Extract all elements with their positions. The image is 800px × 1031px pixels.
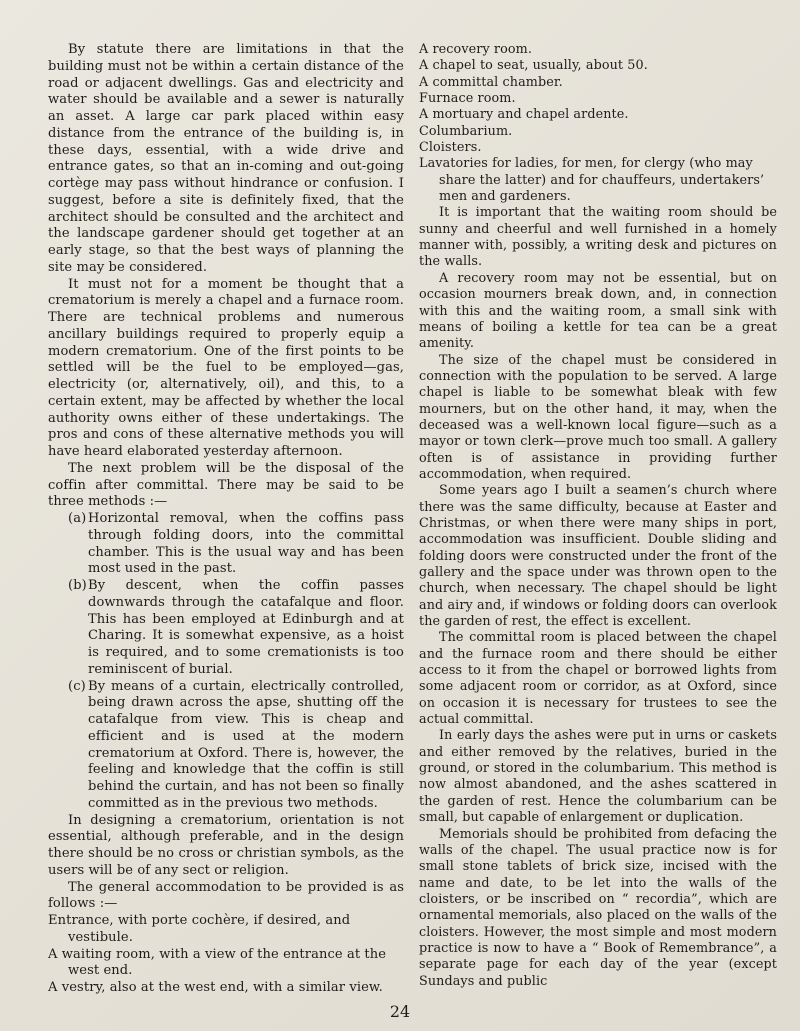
list-item-b <box>48 578 404 679</box>
paragraph: By statute there are limitations in that the building must not be within a certain distance of the road or adjacent dwellings. Gas and electricity and water should be available and a sewer is naturally an asset. A large car park placed within easy distance from the entrance of the building is, in these days, essential, with a wide drive and entrance gates, so that an in-coming and out-going cortège may pass without hindrance or confusion. I suggest, before a site is definitely fixed, that the architect should be consulted and the architect and the landscape gardener should get together at an early stage, so that the best ways of planning the site may be considered. <box>48 42 404 275</box>
right-column <box>419 42 777 990</box>
paragraph: The committal room is placed between the chapel and the furnace room and there should be either access to it from the chapel or borrowed lights from some adjacent room or corridor, as at Oxford, since on occasion it is necessary for trustees to see the actual committal. <box>419 630 777 728</box>
accommodation-item: A vestry, also at the west end, with a similar view. <box>48 980 383 995</box>
paragraph: The next problem will be the disposal of the coffin after committal. There may be said to be three methods :— <box>48 460 404 510</box>
accommodation-item: A chapel to seat, usually, about 50. <box>419 58 648 74</box>
paragraph: It is important that the waiting room should be sunny and cheerful and well furnished in a homely manner with, possibly, a writing desk and pictures on the walls. <box>419 205 777 270</box>
left-column <box>48 42 404 997</box>
accommodation-item: Entrance, with porte cochère, if desired, and vestibule. <box>48 913 351 945</box>
list-item-a <box>48 511 404 578</box>
accommodation-item: Cloisters. <box>419 140 482 156</box>
accommodation-item: Lavatories for ladies, for men, for clergy (who may share the latter) and for chauffeurs, undertakers’ men and gardeners. <box>419 156 765 205</box>
accommodation-item: Columbarium. <box>419 123 513 139</box>
item-text: By means of a curtain, electrically controlled, being drawn across the apse, shutting off the catafalque from view. This is cheap and efficient and is used at the modern crematorium at Oxford. There is, however, the feeling and knowledge that the coffin is still behind the curtain, and has not been so finally committed as in the previous two methods. <box>88 678 404 811</box>
paragraph: The size of the chapel must be considered in connection with the population to be served. A large chapel is liable to be somewhat bleak with few mourners, but on the other hand, it may, when the deceased was a well-known local figure—such as a mayor or town clerk—prove much too small. A gallery often is of assistance in providing further accommodation, when required. <box>419 352 777 482</box>
item-label: (c) <box>68 678 86 694</box>
paragraph: A recovery room may not be essential, but on occasion mourners break down, and, in connection with this and the waiting room, a small sink with means of boiling a kettle for tea can be a great amenity. <box>419 270 777 352</box>
item-text: Horizontal removal, when the coffins pass through folding doors, into the committal chamber. This is the usual way and has been most used in the past. <box>88 511 404 577</box>
accommodation-item: A recovery room. <box>419 42 533 57</box>
accommodation-item: A committal chamber. <box>419 74 563 90</box>
paragraph: It must not for a moment be thought that a crematorium is merely a chapel and a furnace room. There are technical problems and numerous ancillary buildings required to properly equip a modern crematorium. One of the first points to be settled will be the fuel to be employed—gas, electricity (or, alternatively, oil), and this, to a certain extent, may be affected by whether the local authority owns either of these undertakings. The pros and cons of these alternative methods you will have heard elaborated yesterday afternoon. <box>48 276 404 459</box>
item-label: (b) <box>68 578 87 593</box>
accommodation-item: A waiting room, with a view of the entrance at the west end. <box>48 946 387 979</box>
paragraph: Memorials should be prohibited from defacing the walls of the chapel. The usual practice now is for small stone tablets of brick size, incised with the name and date, to be let into the walls of the cloisters, or be inscribed on “ recordia”, which are ornamental memorials, also placed on the walls of the cloisters. However, the most simple and most modern practice is now to have a “ Book of Remembrance”, a separate page for each day of the year (except Sundays and public <box>419 826 777 989</box>
list-item-c <box>48 679 404 813</box>
paragraph: In designing a crematorium, orientation is not essential, although preferable, and in the design there should be no cross or christian symbols, as the users will be of any sect or religion. <box>48 812 404 878</box>
item-label: (a) <box>68 511 87 526</box>
item-text: By descent, when the coffin passes downwards through the catafalque and floor. This has been employed at Edinburgh and at Charing. It is somewhat expensive, as a hoist is required, and to some cremationists is too reminiscent of burial. <box>88 578 404 677</box>
accommodation-item: A mortuary and chapel ardente. <box>419 107 629 123</box>
paragraph: The general accommodation to be provided is as follows :— <box>48 879 404 912</box>
paragraph: Some years ago I built a seamen’s church where there was the same difficulty, because at Easter and Christmas, or when there were many ships in port, accommodation was insufficient. Double sliding and folding doors were constructed under the front of the gallery and the space under was thrown open to the church, when necessary. The chapel should be light and airy and, if windows or folding doors can overlook the garden of rest, the effect is excellent. <box>419 483 777 630</box>
page-number: 24 <box>389 1002 411 1021</box>
paragraph: In early days the ashes were put in urns or caskets and either removed by the relatives, buried in the ground, or stored in the columbarium. This method is now almost abandoned, and the ashes scattered in the garden of rest. Hence the columbarium can be small, but capable of enlargement or duplication. <box>419 728 777 826</box>
accommodation-item: Furnace room. <box>419 91 516 107</box>
